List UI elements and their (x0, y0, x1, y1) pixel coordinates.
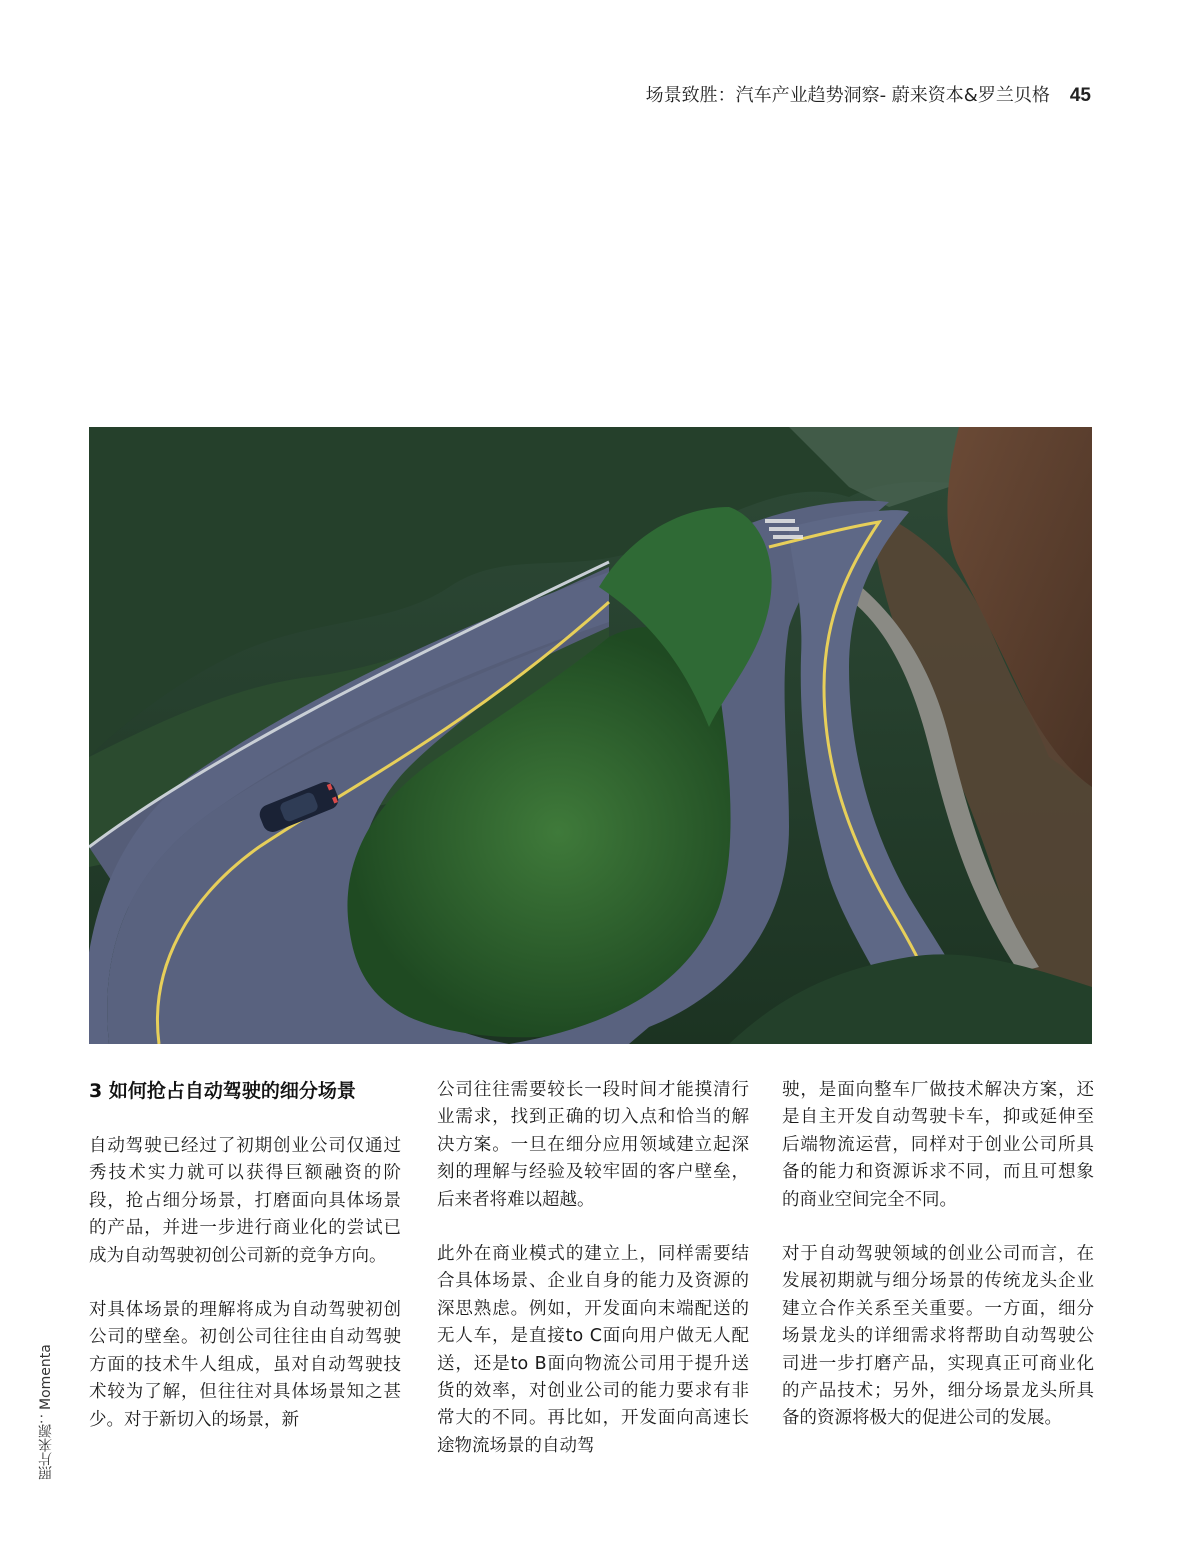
paragraph: 此外在商业模式的建立上，同样需要结合具体场景、企业自身的能力及资源的深思熟虑。例如，开发面向末端配送的无人车，是直接to C面向用户做无人配送，还是to B面向物流公司用于提升送货的效率，对创业公司的能力要求有非常大的不同。再比如，开发面向高速长途物流场景的自动驾 (437, 1244, 749, 1456)
article-column-3 (782, 1077, 1094, 1460)
section-heading: 3 如何抢占自动驾驶的细分场景 (89, 1080, 356, 1102)
paragraph: 驶，是面向整车厂做技术解决方案，还是自主开发自动驾驶卡车，抑或延伸至后端物流运营，同样对于创业公司所具备的能力和资源诉求不同，而且可想象的商业空间完全不同。 (782, 1080, 1094, 1210)
page-number: 45 (1069, 85, 1091, 106)
photo-credit: 照片来源：Momenta (38, 1344, 54, 1480)
article-column-2 (437, 1077, 749, 1487)
paragraph: 对于自动驾驶领域的创业公司而言，在发展初期就与细分场景的传统龙头企业建立合作关系至关重要。一方面，细分场景龙头的详细需求将帮助自动驾驶公司进一步打磨产品，实现真正可商业化的产品技术；另外，细分场景龙头所具备的资源将极大的促进公司的发展。 (782, 1244, 1094, 1429)
paragraph: 公司往往需要较长一段时间才能摸清行业需求，找到正确的切入点和恰当的解决方案。一旦在细分应用领域建立起深刻的理解与经验及较牢固的客户壁垒，后来者将难以超越。 (437, 1080, 749, 1210)
photo-mountain-road (89, 427, 1092, 1044)
paragraph: 对具体场景的理解将成为自动驾驶初创公司的壁垒。初创公司往往由自动驾驶方面的技术牛人组成，虽对自动驾驶技术较为了解，但往往对具体场景知之甚少。对于新切入的场景，新 (89, 1300, 401, 1430)
running-header (646, 84, 1091, 108)
paragraph: 自动驾驶已经过了初期创业公司仅通过秀技术实力就可以获得巨额融资的阶段，抢占细分场景，打磨面向具体场景的产品，并进一步进行商业化的尝试已成为自动驾驶初创公司新的竞争方向。 (89, 1136, 401, 1266)
article-column-1 (89, 1077, 401, 1461)
running-title: 场景致胜：汽车产业趋势洞察- 蔚来资本&罗兰贝格 (645, 85, 1050, 106)
